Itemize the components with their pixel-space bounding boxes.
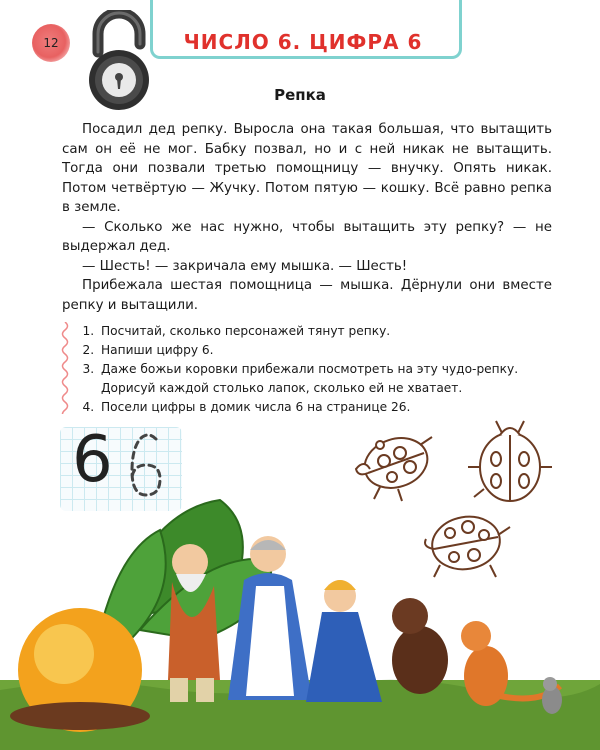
- ladybug-outline[interactable]: [468, 421, 552, 501]
- story-paragraph: — Сколько же нас нужно, чтобы вытащить эту репку? — не выдержал дед.: [62, 219, 552, 254]
- story-paragraph: — Шесть! — закричала ему мышка. — Шесть!: [82, 258, 408, 274]
- task-item: 1. Посчитай, сколько персонажей тянут репку.: [98, 322, 552, 341]
- page-number-badge: [32, 24, 70, 62]
- story-paragraph: Посадил дед репку. Выросла она такая большая, что вытащить сам он её не мог. Бабку позвал, но и с ней никак не вытащить. Тогда они позвали третью помощницу — внучку. Опять никак. Потом четвёртую — Жучку. Потом пятую — кошку. Всё равно репка в земле.: [62, 122, 552, 215]
- story-text: [62, 120, 552, 315]
- story-title: Репка: [274, 86, 326, 104]
- task-item: 2. Напиши цифру 6.: [98, 341, 552, 360]
- dog: [392, 598, 448, 694]
- wavy-line-decoration: [60, 322, 70, 414]
- sample-digit: 6: [72, 423, 113, 497]
- task-item: 4. Посели цифры в домик числа 6 на странице 26.: [98, 398, 552, 417]
- page-number: 12: [43, 36, 59, 50]
- task-list: [78, 322, 552, 417]
- page-title: ЧИСЛО 6. ЦИФРА 6: [183, 30, 423, 54]
- task-item: 3. Даже божьи коровки прибежали посмотреть на эту чудо-репку. Дорисуй каждой столько лапок, сколько ей не хватает.: [98, 360, 552, 398]
- story-paragraph: Прибежала шестая помощница — мышка. Дёрнули они вместе репку и вытащили.: [62, 278, 552, 313]
- granddaughter: [306, 580, 382, 702]
- turnip-scene-illustration: [0, 490, 600, 750]
